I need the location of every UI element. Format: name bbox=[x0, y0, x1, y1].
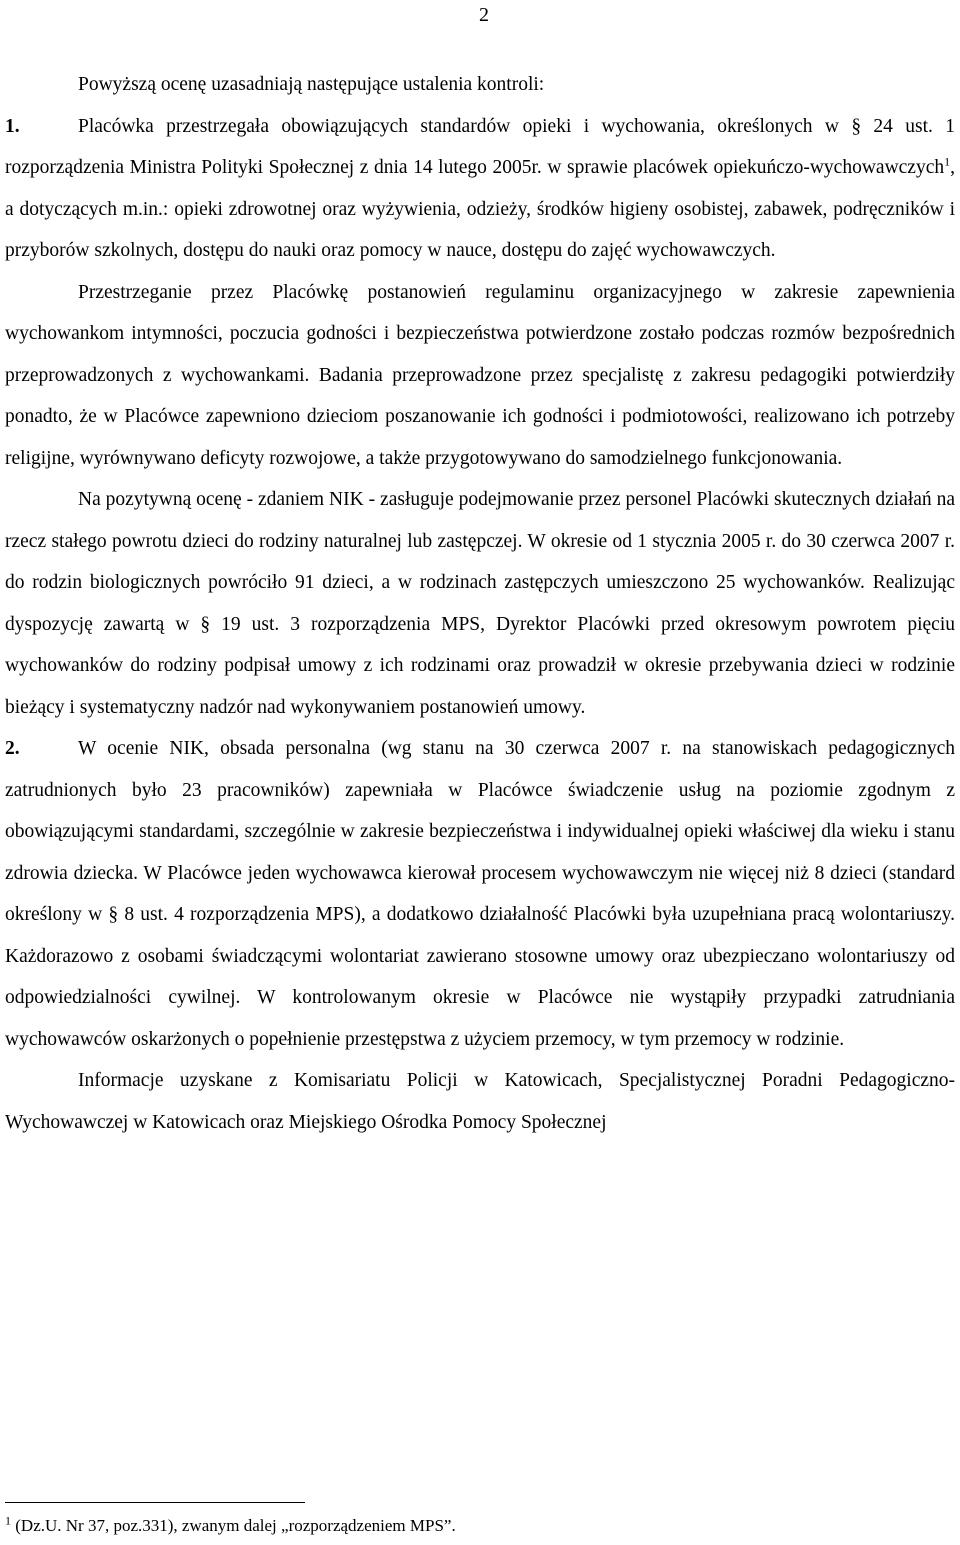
footnote-divider bbox=[5, 1502, 305, 1503]
footnote-number: 1 bbox=[5, 1513, 11, 1528]
paragraph-information: Informacje uzyskane z Komisariatu Policji w Katowicach, Specjalistycznej Poradni Pedagogiczno-Wychowawczej w Katowicach oraz Miejskiego Ośrodka Pomocy Społecznej bbox=[5, 1070, 955, 1133]
finding-1-text-b: , a dotyczących m.in.: opieki zdrowotnej oraz wyżywienia, odzieży, środków higieny osobistej, zabawek, podręczników i przyborów szkolnych, dostępu do nauki oraz pomocy w nauce, dostępu do zajęć wychowawczych. bbox=[5, 157, 955, 261]
finding-2-text: W ocenie NIK, obsada personalna (wg stanu na 30 czerwca 2007 r. na stanowiskach pedagogicznych zatrudnionych było 23 pracowników) zapewniała w Placówce świadczenie usług na poziomie zgodnym z obowiązującymi standardami, szczególnie w zakresie bezpieczeństwa i indywidualnej opieki właściwej dla wieku i stanu zdrowia dziecka. W Placówce jeden wychowawca kierował procesem wychowawczym nie więcej niż 8 dzieci (standard określony w § 8 ust. 4 rozporządzenia MPS), a dodatkowo działalność Placówki była uzupełniana pracą wolontariuszy. Każdorazowo z osobami świadczącymi wolontariat zawierano stosowne umowy oraz ubezpieczano wolontariuszy od odpowiedzialności cywilnej. W kontrolowanym okresie w Placówce nie wystąpiły przypadki zatrudniania wychowawców oskarżonych o popełnienie przestępstwa z użyciem przemocy, w tym przemocy w rodzinie. bbox=[5, 738, 955, 1050]
finding-2-paragraph bbox=[5, 728, 955, 1060]
paragraph-intimacy: Przestrzeganie przez Placówkę postanowień regulaminu organizacyjnego w zakresie zapewnienia wychowankom intymności, poczucia godności i bezpieczeństwa potwierdzone zostało podczas rozmów bezpośrednich przeprowadzonych z wychowankami. Badania przeprowadzone przez specjalistę z zakresu pedagogiki potwierdziły ponadto, że w Placówce zapewniono dzieciom poszanowanie ich godności i podmiotowości, realizowano ich potrzeby religijne, wyrównywano deficyty rozwojowe, a także przygotowywano do samodzielnego funkcjonowania. bbox=[5, 281, 955, 469]
paragraph-family-return: Na pozytywną ocenę - zdaniem NIK - zasługuje podejmowanie przez personel Placówki skutecznych działań na rzecz stałego powrotu dzieci do rodziny naturalnej lub zastępczej. W okresie od 1 stycznia 2005 r. do 30 czerwca 2007 r. do rodzin biologicznych powróciło 91 dzieci, a w rodzinach zastępczych umieszczono 25 wychowanków. Realizując dyspozycję zawartą w § 19 ust. 3 rozporządzenia MPS, Dyrektor Placówki przed okresowym powrotem pięciu wychowanków do rodziny podpisał umowy z ich rodzinami oraz prowadził w okresie przebywania dzieci w rodzinie bieżący i systematyczny nadzór nad wykonywaniem postanowień umowy. bbox=[5, 489, 955, 718]
document-body bbox=[5, 64, 955, 1143]
footnote bbox=[5, 1514, 456, 1538]
finding-1-number: 1. bbox=[5, 115, 20, 137]
intro-paragraph: Powyższą ocenę uzasadniają następujące ustalenia kontroli: bbox=[78, 74, 545, 95]
page-number: 2 bbox=[479, 4, 489, 26]
finding-2-number: 2. bbox=[5, 738, 20, 759]
finding-1-text-a: Placówka przestrzegała obowiązujących standardów opieki i wychowania, określonych w § 24 ust. 1 rozporządzenia Ministra Polityki Społecznej z dnia 14 lutego 2005r. w sprawie placówek opiekuńczo-wychowawczych bbox=[5, 115, 955, 178]
footnote-reference: 1 bbox=[944, 154, 951, 169]
finding-1-paragraph bbox=[5, 106, 955, 272]
footnote-text: (Dz.U. Nr 37, poz.331), zwanym dalej „rozporządzeniem MPS”. bbox=[11, 1516, 456, 1535]
